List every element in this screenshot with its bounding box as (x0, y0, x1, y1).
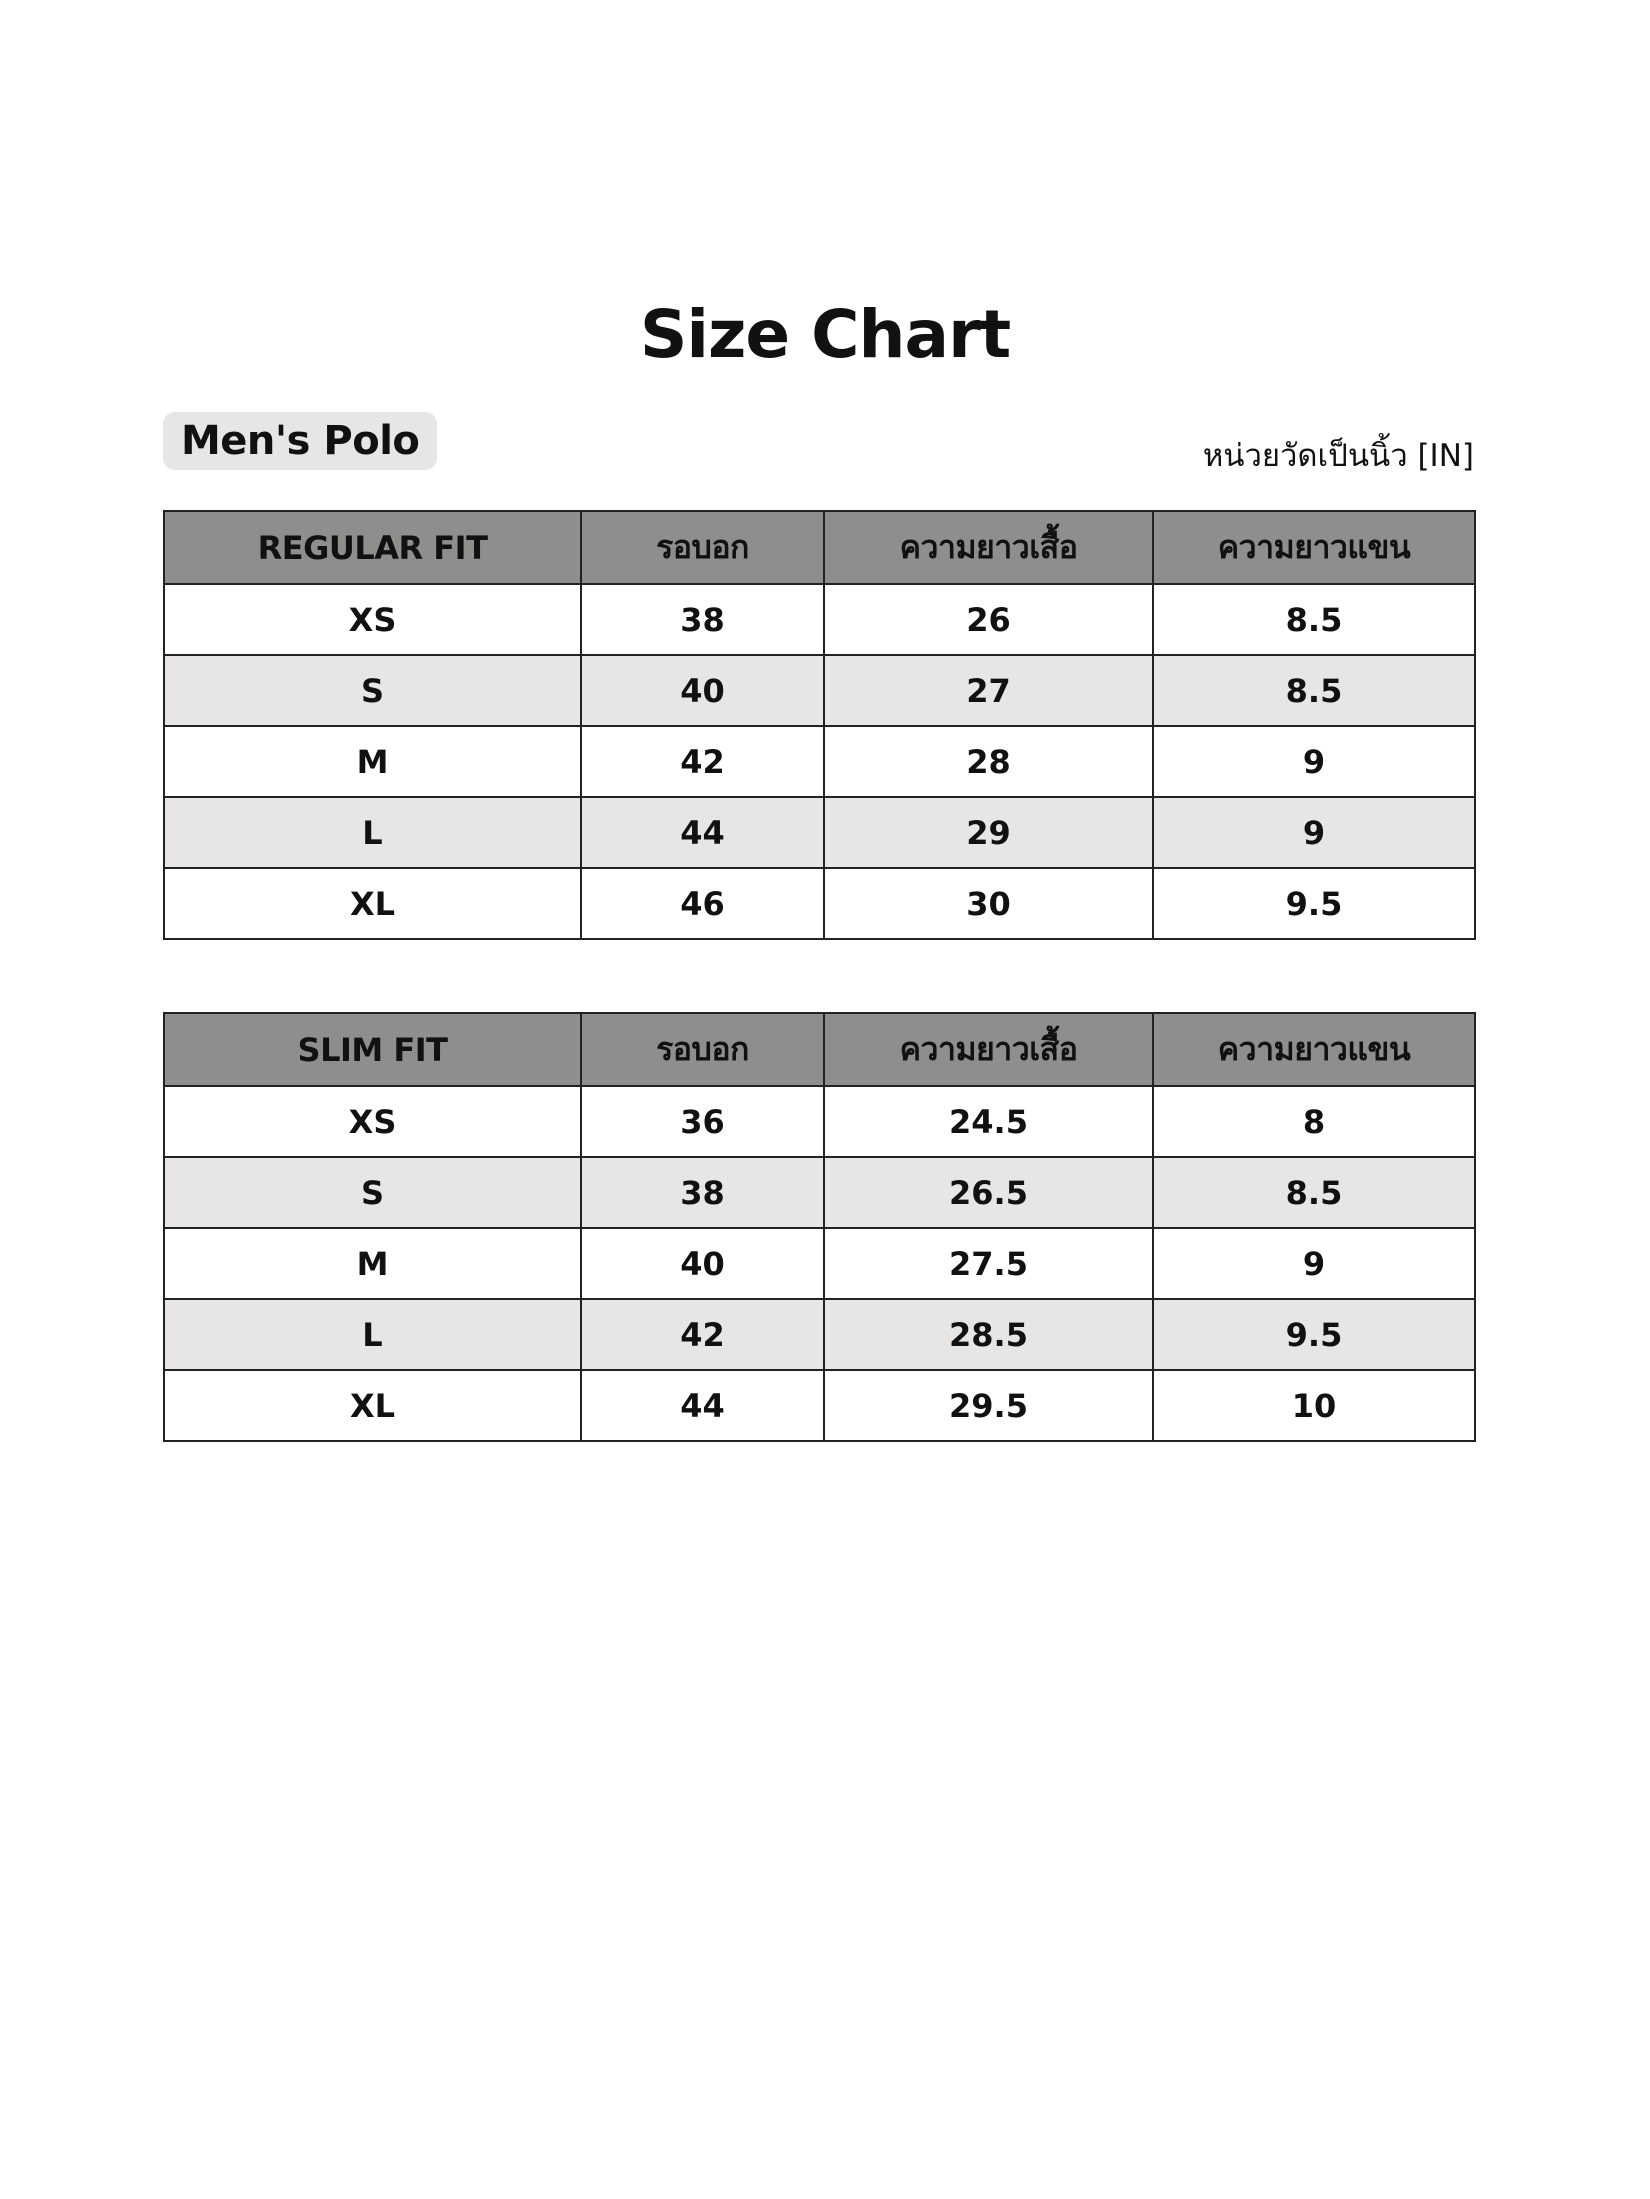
product-badge: Men's Polo (163, 412, 437, 470)
regular-fit-table (163, 510, 1476, 940)
chest-cell: 40 (581, 1228, 824, 1299)
header-sleeve-length: ความยาวแขน (1153, 1013, 1475, 1086)
chest-cell: 42 (581, 726, 824, 797)
size-cell: XL (164, 868, 581, 939)
sleeve-length-cell: 8.5 (1153, 1157, 1475, 1228)
header-chest: รอบอก (581, 1013, 824, 1086)
sleeve-length-cell: 10 (1153, 1370, 1475, 1441)
table-row (164, 1370, 1475, 1441)
chest-cell: 36 (581, 1086, 824, 1157)
shirt-length-cell: 26 (824, 584, 1153, 655)
header-shirt-length: ความยาวเสื้อ (824, 1013, 1153, 1086)
shirt-length-cell: 27.5 (824, 1228, 1153, 1299)
size-cell: L (164, 797, 581, 868)
header-fit: REGULAR FIT (164, 511, 581, 584)
sleeve-length-cell: 8.5 (1153, 655, 1475, 726)
sleeve-length-cell: 9 (1153, 726, 1475, 797)
shirt-length-cell: 26.5 (824, 1157, 1153, 1228)
shirt-length-cell: 29.5 (824, 1370, 1153, 1441)
chest-cell: 38 (581, 1157, 824, 1228)
table-row (164, 868, 1475, 939)
size-cell: S (164, 1157, 581, 1228)
table-row (164, 1228, 1475, 1299)
unit-note: หน่วยวัดเป็นนิ้ว [IN] (1202, 438, 1474, 474)
size-cell: M (164, 1228, 581, 1299)
table-row (164, 726, 1475, 797)
page-title: Size Chart (639, 296, 1011, 373)
size-cell: XS (164, 1086, 581, 1157)
header-fit: SLIM FIT (164, 1013, 581, 1086)
shirt-length-cell: 28 (824, 726, 1153, 797)
table-row (164, 1157, 1475, 1228)
shirt-length-cell: 27 (824, 655, 1153, 726)
shirt-length-cell: 28.5 (824, 1299, 1153, 1370)
table-header-row (164, 1013, 1475, 1086)
chest-cell: 46 (581, 868, 824, 939)
table-row (164, 655, 1475, 726)
table-row (164, 797, 1475, 868)
table-header-row (164, 511, 1475, 584)
sleeve-length-cell: 9 (1153, 1228, 1475, 1299)
header-shirt-length: ความยาวเสื้อ (824, 511, 1153, 584)
size-cell: M (164, 726, 581, 797)
shirt-length-cell: 24.5 (824, 1086, 1153, 1157)
table-row (164, 584, 1475, 655)
chest-cell: 44 (581, 797, 824, 868)
header-chest: รอบอก (581, 511, 824, 584)
size-cell: S (164, 655, 581, 726)
sleeve-length-cell: 9.5 (1153, 1299, 1475, 1370)
size-cell: XL (164, 1370, 581, 1441)
size-cell: XS (164, 584, 581, 655)
table-row (164, 1299, 1475, 1370)
table-row (164, 1086, 1475, 1157)
chest-cell: 40 (581, 655, 824, 726)
shirt-length-cell: 30 (824, 868, 1153, 939)
sleeve-length-cell: 8.5 (1153, 584, 1475, 655)
chest-cell: 44 (581, 1370, 824, 1441)
chest-cell: 42 (581, 1299, 824, 1370)
sleeve-length-cell: 9.5 (1153, 868, 1475, 939)
slim-fit-table (163, 1012, 1476, 1442)
shirt-length-cell: 29 (824, 797, 1153, 868)
header-sleeve-length: ความยาวแขน (1153, 511, 1475, 584)
sleeve-length-cell: 9 (1153, 797, 1475, 868)
size-cell: L (164, 1299, 581, 1370)
chest-cell: 38 (581, 584, 824, 655)
sleeve-length-cell: 8 (1153, 1086, 1475, 1157)
